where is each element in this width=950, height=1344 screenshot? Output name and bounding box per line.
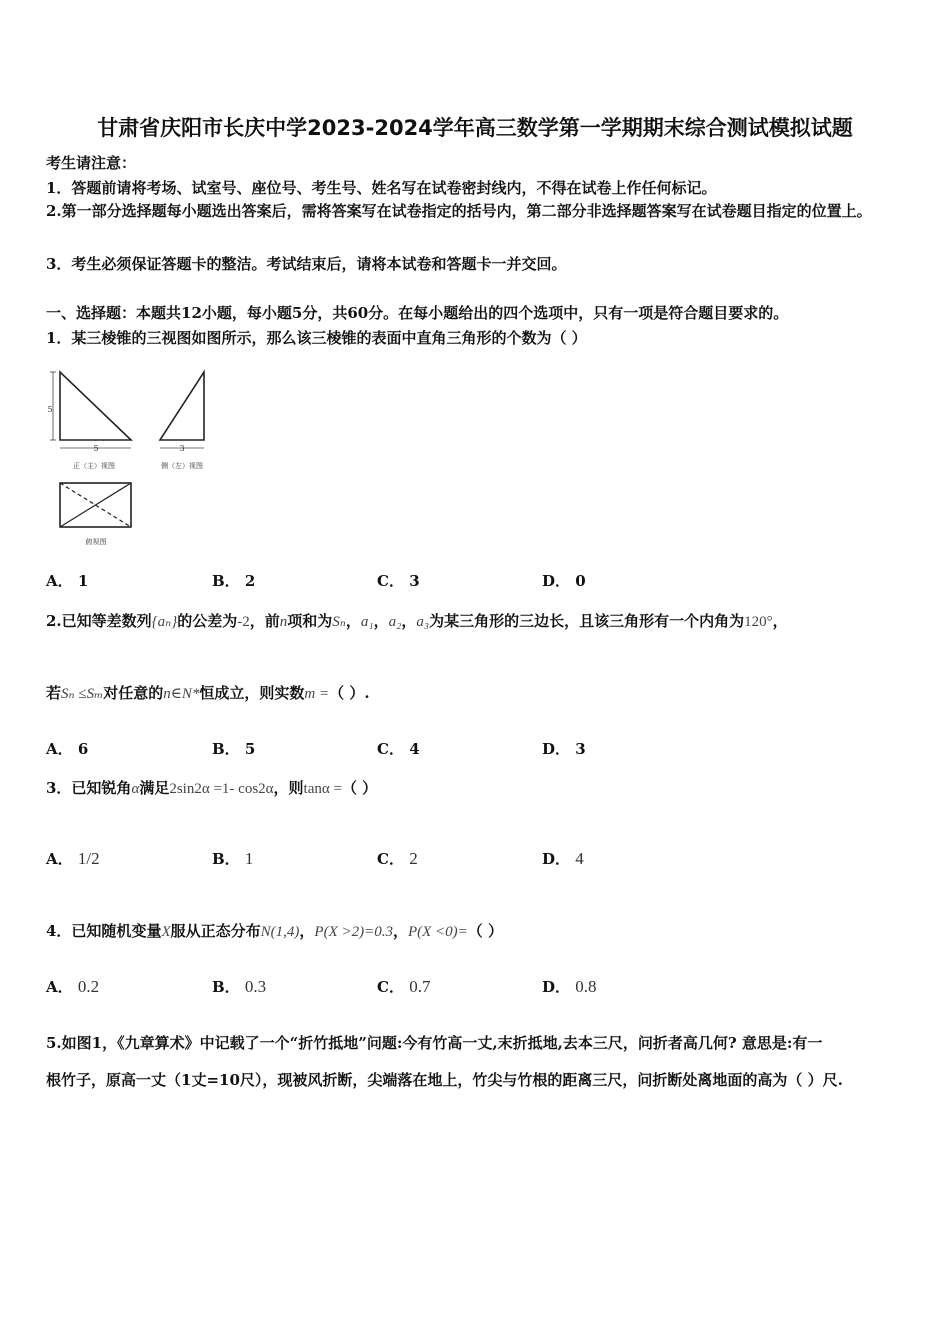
q2-option-d[interactable]: D． 3 [542,740,586,758]
front-view [47,372,131,470]
q1-option-b[interactable]: B． 2 [212,572,256,590]
q3-option-c[interactable]: C． 2 [377,849,418,868]
q5-line-2: 根竹子，原高一丈（1丈=10尺），现被风折断，尖端落在地上，竹尖与竹根的距离三尺，问折断处离地面的高为（ ）尺. [46,1071,843,1089]
notice-heading: 考生请注意： [46,154,137,172]
section-heading: 一、选择题：本题共12小题，每小题5分，共60分。在每小题给出的四个选项中，只有一项是符合题目要求的。 [46,304,789,322]
q1-stem: 1．某三棱锥的三视图如图所示，那么该三棱锥的表面中直角三角形的个数为（ ） [46,329,587,347]
q2-option-c[interactable]: C． 4 [377,740,420,758]
side-view-label: 侧（左）视图 [161,462,203,470]
q2-option-b[interactable]: B． 5 [212,740,256,758]
front-width-dim: 5 [93,444,99,453]
exam-title: 甘肃省庆阳市长庆中学2023-2024学年高三数学第一学期期末综合测试模拟试题 [97,116,853,140]
q4-option-a[interactable]: A． 0.2 [46,977,100,996]
side-view [160,372,204,470]
q4-option-c[interactable]: C． 0.7 [377,977,431,996]
q3-stem: 3．已知锐角α满足2sin2α =1- cos2α，则tanα =（ ） [46,779,378,797]
q1-option-c[interactable]: C． 3 [377,572,420,590]
q3-option-b[interactable]: B． 1 [212,849,254,868]
q4-option-b[interactable]: B． 0.3 [212,977,267,996]
q1-option-d[interactable]: D． 0 [542,572,586,590]
notice-item-2: 2.第一部分选择题每小题选出答案后，需将答案写在试卷指定的括号内，第二部分非选择题答案写在试卷题目指定的位置上。 [46,202,872,220]
q2-option-a[interactable]: A． 6 [46,740,89,758]
q3-option-a[interactable]: A． 1/2 [46,849,100,868]
notice-item-3: 3．考生必须保证答题卡的整洁。考试结束后，请将本试卷和答题卡一并交回。 [46,255,567,273]
q2-line-1: 2.已知等差数列{aₙ}的公差为-2，前n项和为Sₙ，a₁，a₂，a₃为某三角形的三边长，且该三角形有一个内角为120°， [46,612,788,630]
top-view [60,483,131,546]
notice-item-1: 1．答题前请将考场、试室号、座位号、考生号、姓名写在试卷密封线内，不得在试卷上作任何标记。 [46,179,717,197]
q4-stem: 4．已知随机变量X服从正态分布N(1,4)，P(X >2)=0.3，P(X <0)=（ ） [46,922,504,940]
front-height-dim: 5 [47,405,53,414]
q3-option-d[interactable]: D． 4 [542,849,584,868]
q4-option-d[interactable]: D． 0.8 [542,977,597,996]
q2-line-2: 若Sₙ ≤Sₘ对任意的n∈N*恒成立，则实数m =（ ）. [46,684,370,702]
top-view-label: 俯视图 [85,538,107,546]
front-view-label: 正（主）视图 [73,462,115,470]
side-width-dim: 3 [179,444,185,453]
q1-option-a[interactable]: A． 1 [46,572,89,590]
q5-line-1: 5.如图1，《九章算术》中记载了一个“折竹抵地”问题:今有竹高一丈,末折抵地,去本三尺，问折者高几何? 意思是:有一 [46,1034,823,1052]
q1-three-view-figure [46,362,216,552]
